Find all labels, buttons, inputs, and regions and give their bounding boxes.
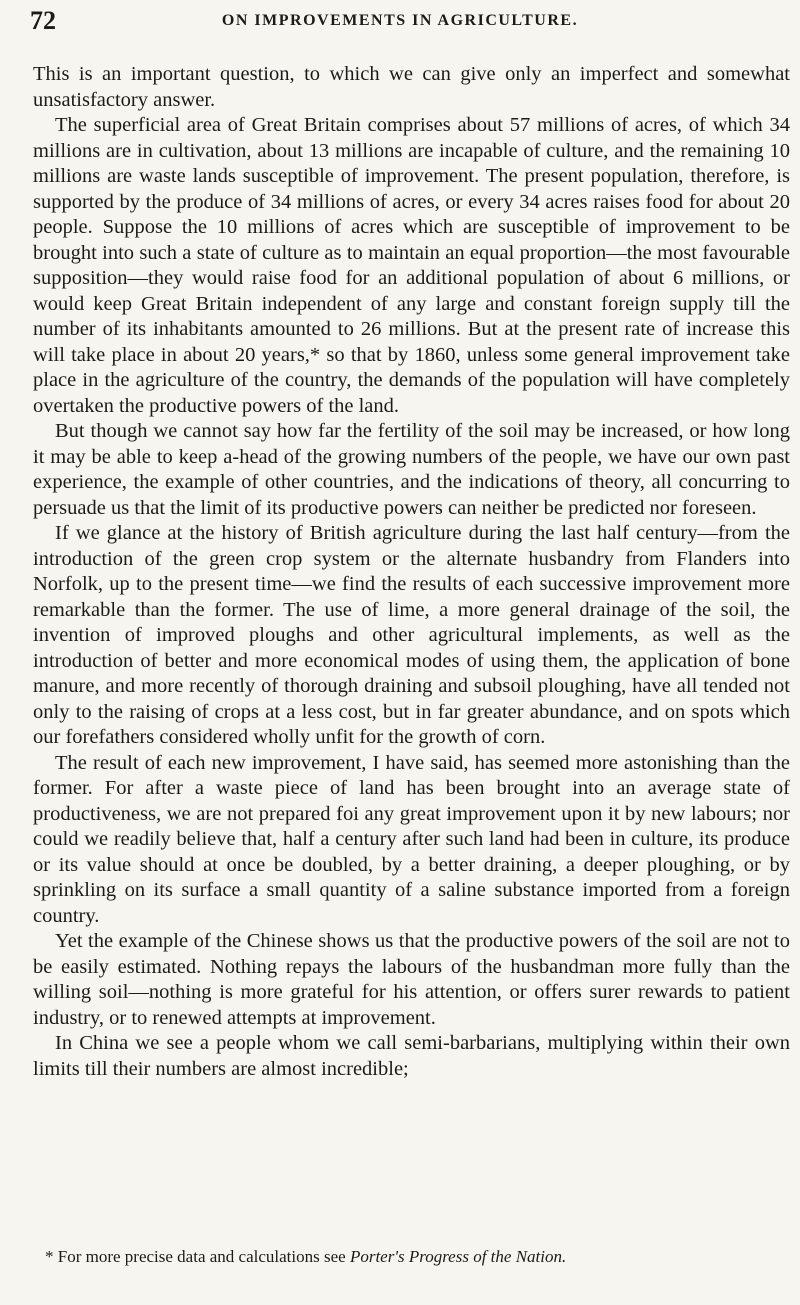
page-number: 72 [30, 6, 56, 35]
footnote-text: For more precise data and calculations see [57, 1247, 346, 1266]
footnote [33, 1246, 800, 1268]
body-text [33, 62, 790, 1082]
footnote-work-title: Porter's Progress of the Nation. [349, 1247, 567, 1266]
paragraph-chinese-example: Yet the example of the Chinese shows us that the productive powers of the soil are not to be easily estimated. Nothing repays the labours of the husbandman more fully than the willing soil—nothing is more grateful for his attention, or offers surer rewards to patient industry, or to renewed attempts at improvement. [33, 930, 790, 1029]
running-title: ON IMPROVEMENTS IN AGRICULTURE. [221, 12, 579, 29]
paragraph-fertility: But though we cannot say how far the fertility of the soil may be increased, or how long it may be able to keep a-head of the growing numbers of the people, we have our own past experience, the example of other countries, and the indications of theory, all concurring to persuade us that the limit of its productive powers can neither be predicted nor foreseen. [33, 420, 790, 519]
paragraph-intro: This is an important question, to which we can give only an imperfect and somewhat unsatisfactory answer. [33, 63, 790, 111]
footnote-marker: * [45, 1247, 54, 1266]
running-head [30, 6, 770, 40]
paragraph-history: If we glance at the history of British agriculture during the last half century—from the introduction of the green crop system or the alternate husbandry from Flanders into Norfolk, up to the present time—we find the results of each successive improvement more remarkable than the former. The use of lime, a more general drainage of the soil, the invention of improved ploughs and other agricultural implements, as well as the introduction of better and more economical modes of using them, the application of bone manure, and more recently of thorough draining and subsoil ploughing, have all tended not only to the raising of crops at a less cost, but in far greater abundance, and on spots which our forefathers considered wholly unfit for the growth of corn. [33, 522, 790, 748]
paragraph-china: In China we see a people whom we call semi-barbarians, multiplying within their own limits till their numbers are almost incredible; [33, 1032, 790, 1080]
paragraph-area-of-britain: The superficial area of Great Britain comprises about 57 millions of acres, of which 34 millions are in cultivation, about 13 millions are incapable of culture, and the remaining 10 millions are waste lands susceptible of improvement. The present population, therefore, is supported by the produce of 34 millions of acres, or every 34 acres raises food for about 20 people. Suppose the 10 millions of acres which are susceptible of improvement to be brought into such a state of culture as to maintain an equal proportion—the most favourable supposition—they would raise food for an additional population of about 6 millions, or would keep Great Britain independent of any large and constant foreign supply till the number of its inhabitants amounted to 26 millions. But at the present rate of increase this will take place in about 20 years,* so that by 1860, unless some general improvement take place in the agriculture of the country, the demands of the population will have completely overtaken the productive powers of the land. [33, 114, 790, 417]
paragraph-results: The result of each new improvement, I have said, has seemed more astonishing than the former. For after a waste piece of land has been brought into an average state of productiveness, we are not prepared foi any great improvement upon it by new labours; nor could we readily believe that, half a century after such land had been in culture, its produce or its value should at once be doubled, by a better draining, a deeper ploughing, or by sprinkling on its surface a small quantity of a saline substance imported from a foreign country. [33, 751, 790, 927]
